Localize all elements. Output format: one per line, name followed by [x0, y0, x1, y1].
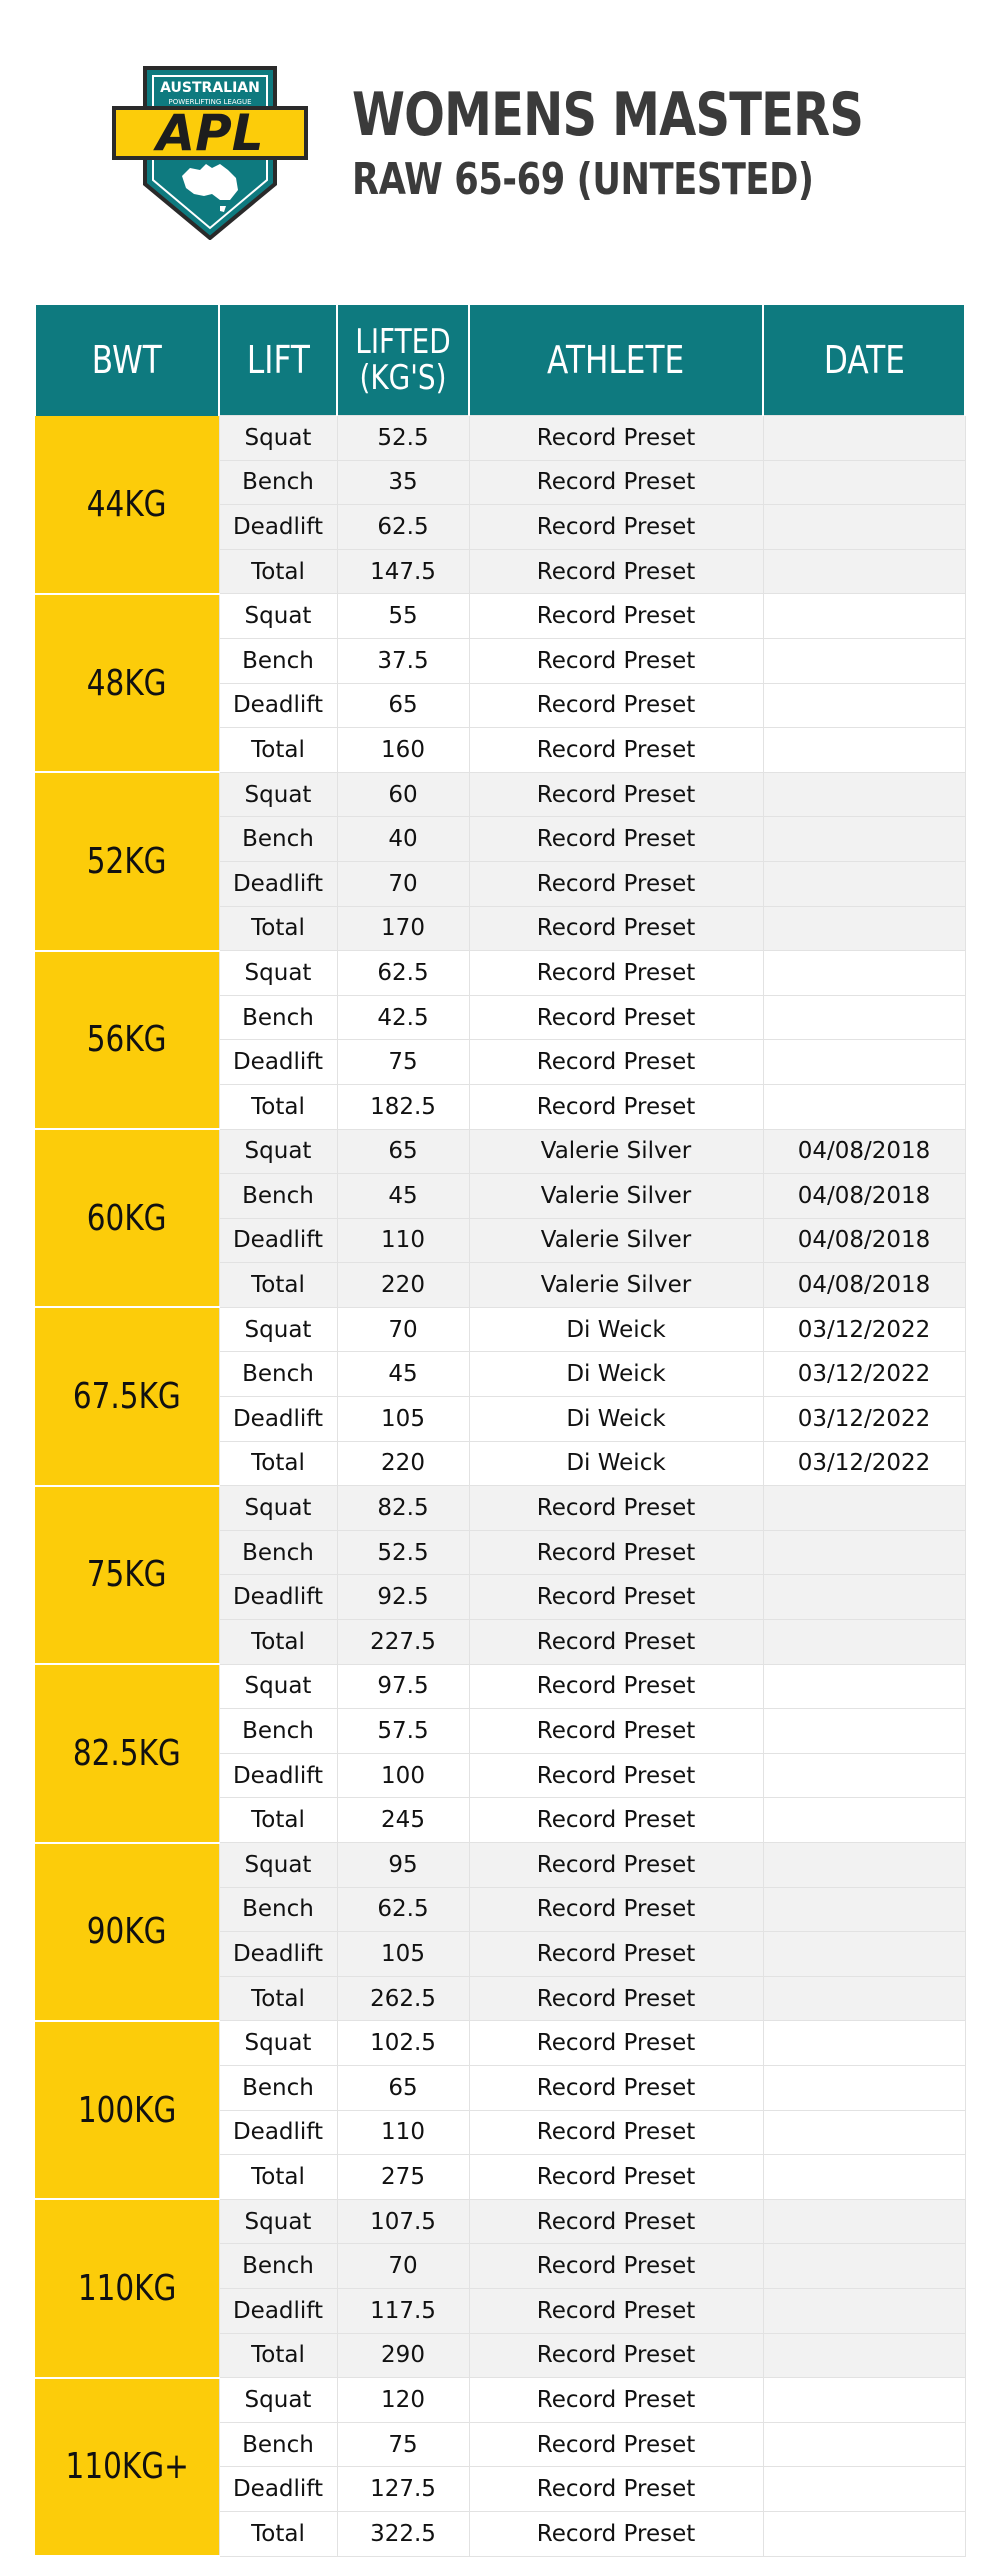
lift-cell: Total — [219, 1084, 337, 1129]
lifted-cell: 245 — [337, 1798, 469, 1843]
lift-cell: Deadlift — [219, 1218, 337, 1263]
athlete-cell: Record Preset — [469, 1084, 763, 1129]
athlete-cell: Record Preset — [469, 906, 763, 951]
table-row — [35, 1129, 965, 1174]
athlete-cell: Record Preset — [469, 2155, 763, 2200]
lift-cell: Deadlift — [219, 1753, 337, 1798]
lifted-cell: 262.5 — [337, 1976, 469, 2021]
lifted-cell: 227.5 — [337, 1620, 469, 1665]
lift-cell: Deadlift — [219, 861, 337, 906]
table-row — [35, 2021, 965, 2066]
lift-cell: Total — [219, 1263, 337, 1308]
lifted-cell: 95 — [337, 1843, 469, 1888]
lifted-cell: 70 — [337, 2244, 469, 2289]
date-cell — [763, 1040, 965, 1085]
date-cell — [763, 2065, 965, 2110]
athlete-cell: Record Preset — [469, 1932, 763, 1977]
lifted-cell: 97.5 — [337, 1664, 469, 1709]
lift-cell: Total — [219, 1441, 337, 1486]
lifted-cell: 40 — [337, 817, 469, 862]
col-header-date: DATE — [763, 305, 965, 416]
athlete-cell: Valerie Silver — [469, 1129, 763, 1174]
athlete-cell: Di Weick — [469, 1307, 763, 1352]
title-block — [352, 82, 991, 208]
date-cell — [763, 1530, 965, 1575]
athlete-cell: Record Preset — [469, 772, 763, 817]
athlete-cell: Record Preset — [469, 1664, 763, 1709]
date-cell: 04/08/2018 — [763, 1218, 965, 1263]
lifted-cell: 182.5 — [337, 1084, 469, 1129]
logo-mark: APL — [156, 104, 264, 162]
athlete-cell: Record Preset — [469, 1709, 763, 1754]
lift-cell: Bench — [219, 1887, 337, 1932]
lifted-cell: 105 — [337, 1932, 469, 1977]
athlete-cell: Record Preset — [469, 2333, 763, 2378]
athlete-cell: Record Preset — [469, 683, 763, 728]
athlete-cell: Record Preset — [469, 2244, 763, 2289]
date-cell — [763, 906, 965, 951]
lift-cell: Total — [219, 549, 337, 594]
date-cell — [763, 2110, 965, 2155]
lifted-cell: 290 — [337, 2333, 469, 2378]
date-cell — [763, 2288, 965, 2333]
lifted-cell: 107.5 — [337, 2199, 469, 2244]
date-cell — [763, 1084, 965, 1129]
date-cell — [763, 2333, 965, 2378]
lifted-cell: 65 — [337, 1129, 469, 1174]
table-row — [35, 416, 965, 461]
athlete-cell: Valerie Silver — [469, 1218, 763, 1263]
date-cell — [763, 817, 965, 862]
lift-cell: Total — [219, 1620, 337, 1665]
lift-cell: Squat — [219, 2021, 337, 2066]
col-header-lifted: LIFTED (KG'S) — [337, 305, 469, 416]
date-cell — [763, 2155, 965, 2200]
athlete-cell: Record Preset — [469, 995, 763, 1040]
lifted-cell: 75 — [337, 1040, 469, 1085]
lift-cell: Squat — [219, 2378, 337, 2423]
date-cell — [763, 2467, 965, 2512]
date-cell — [763, 728, 965, 773]
athlete-cell: Record Preset — [469, 1486, 763, 1531]
apl-logo — [112, 66, 308, 240]
logo-line1: AUSTRALIAN — [160, 80, 260, 96]
athlete-cell: Record Preset — [469, 594, 763, 639]
lift-cell: Bench — [219, 1174, 337, 1219]
table-row — [35, 772, 965, 817]
date-cell: 03/12/2022 — [763, 1397, 965, 1442]
athlete-cell: Record Preset — [469, 2199, 763, 2244]
lift-cell: Bench — [219, 1530, 337, 1575]
date-cell — [763, 1976, 965, 2021]
table-row — [35, 1486, 965, 1531]
lifted-cell: 45 — [337, 1174, 469, 1219]
lift-cell: Squat — [219, 2199, 337, 2244]
lift-cell: Bench — [219, 460, 337, 505]
lifted-cell: 60 — [337, 772, 469, 817]
date-cell — [763, 1843, 965, 1888]
lift-cell: Squat — [219, 1486, 337, 1531]
date-cell — [763, 861, 965, 906]
lifted-cell: 100 — [337, 1753, 469, 1798]
lift-cell: Total — [219, 1798, 337, 1843]
date-cell — [763, 1664, 965, 1709]
athlete-cell: Record Preset — [469, 460, 763, 505]
weight-class-cell: 110KG — [35, 2199, 219, 2377]
lifted-cell: 82.5 — [337, 1486, 469, 1531]
date-cell — [763, 1575, 965, 1620]
lifted-cell: 55 — [337, 594, 469, 639]
athlete-cell: Di Weick — [469, 1397, 763, 1442]
athlete-cell: Record Preset — [469, 2378, 763, 2423]
date-cell — [763, 2244, 965, 2289]
date-cell — [763, 1620, 965, 1665]
lifted-cell: 92.5 — [337, 1575, 469, 1620]
table-row — [35, 1664, 965, 1709]
athlete-cell: Record Preset — [469, 2110, 763, 2155]
lifted-cell: 275 — [337, 2155, 469, 2200]
date-cell — [763, 1798, 965, 1843]
lift-cell: Squat — [219, 416, 337, 461]
lift-cell: Deadlift — [219, 2467, 337, 2512]
lift-cell: Deadlift — [219, 2110, 337, 2155]
athlete-cell: Record Preset — [469, 2065, 763, 2110]
date-cell — [763, 549, 965, 594]
athlete-cell: Record Preset — [469, 951, 763, 996]
page-header — [0, 0, 998, 305]
date-cell — [763, 683, 965, 728]
athlete-cell: Record Preset — [469, 2422, 763, 2467]
col-header-athlete: ATHLETE — [469, 305, 763, 416]
lift-cell: Bench — [219, 2065, 337, 2110]
date-cell: 03/12/2022 — [763, 1441, 965, 1486]
date-cell — [763, 1753, 965, 1798]
athlete-cell: Record Preset — [469, 416, 763, 461]
lifted-cell: 62.5 — [337, 505, 469, 550]
date-cell — [763, 2422, 965, 2467]
lift-cell: Total — [219, 2511, 337, 2556]
lifted-cell: 220 — [337, 1441, 469, 1486]
lift-cell: Bench — [219, 2422, 337, 2467]
athlete-cell: Record Preset — [469, 2511, 763, 2556]
lifted-cell: 70 — [337, 1307, 469, 1352]
lift-cell: Deadlift — [219, 1932, 337, 1977]
table-row — [35, 2199, 965, 2244]
athlete-cell: Record Preset — [469, 817, 763, 862]
weight-class-cell: 75KG — [35, 1486, 219, 1664]
date-cell — [763, 460, 965, 505]
weight-class-cell: 110KG+ — [35, 2378, 219, 2556]
date-cell: 04/08/2018 — [763, 1174, 965, 1219]
lifted-cell: 65 — [337, 2065, 469, 2110]
date-cell — [763, 594, 965, 639]
date-cell — [763, 1887, 965, 1932]
athlete-cell: Di Weick — [469, 1352, 763, 1397]
col-header-bwt: BWT — [35, 305, 219, 416]
date-cell — [763, 2378, 965, 2423]
date-cell — [763, 995, 965, 1040]
date-cell — [763, 2199, 965, 2244]
lift-cell: Squat — [219, 1129, 337, 1174]
weight-class-cell: 90KG — [35, 1843, 219, 2021]
lifted-cell: 62.5 — [337, 951, 469, 996]
athlete-cell: Record Preset — [469, 505, 763, 550]
weight-class-cell: 56KG — [35, 951, 219, 1129]
weight-class-cell: 52KG — [35, 772, 219, 950]
lifted-cell: 42.5 — [337, 995, 469, 1040]
col-header-lift: LIFT — [219, 305, 337, 416]
athlete-cell: Record Preset — [469, 2021, 763, 2066]
lift-cell: Deadlift — [219, 1575, 337, 1620]
weight-class-cell: 100KG — [35, 2021, 219, 2199]
lift-cell: Deadlift — [219, 505, 337, 550]
lift-cell: Total — [219, 1976, 337, 2021]
weight-class-cell: 48KG — [35, 594, 219, 772]
lifted-cell: 52.5 — [337, 1530, 469, 1575]
lifted-cell: 52.5 — [337, 416, 469, 461]
table-row — [35, 1307, 965, 1352]
lift-cell: Total — [219, 2155, 337, 2200]
athlete-cell: Record Preset — [469, 1575, 763, 1620]
lifted-cell: 170 — [337, 906, 469, 951]
date-cell: 04/08/2018 — [763, 1263, 965, 1308]
athlete-cell: Record Preset — [469, 549, 763, 594]
athlete-cell: Record Preset — [469, 2288, 763, 2333]
lifted-cell: 110 — [337, 1218, 469, 1263]
records-body — [35, 416, 965, 2557]
lifted-cell: 65 — [337, 683, 469, 728]
athlete-cell: Record Preset — [469, 1753, 763, 1798]
logo-line2: POWERLIFTING LEAGUE — [168, 98, 252, 106]
lifted-cell: 322.5 — [337, 2511, 469, 2556]
lift-cell: Deadlift — [219, 1397, 337, 1442]
lifted-cell: 102.5 — [337, 2021, 469, 2066]
date-cell — [763, 1932, 965, 1977]
table-header-row — [35, 305, 965, 416]
lifted-cell: 117.5 — [337, 2288, 469, 2333]
lifted-cell: 37.5 — [337, 638, 469, 683]
table-row — [35, 1843, 965, 1888]
athlete-cell: Record Preset — [469, 1976, 763, 2021]
date-cell — [763, 638, 965, 683]
lifted-cell: 120 — [337, 2378, 469, 2423]
lift-cell: Deadlift — [219, 683, 337, 728]
athlete-cell: Record Preset — [469, 1040, 763, 1085]
lift-cell: Bench — [219, 1709, 337, 1754]
athlete-cell: Valerie Silver — [469, 1174, 763, 1219]
lift-cell: Total — [219, 728, 337, 773]
athlete-cell: Record Preset — [469, 1887, 763, 1932]
lift-cell: Squat — [219, 951, 337, 996]
date-cell — [763, 2021, 965, 2066]
weight-class-cell: 44KG — [35, 416, 219, 594]
lifted-cell: 57.5 — [337, 1709, 469, 1754]
lifted-cell: 220 — [337, 1263, 469, 1308]
athlete-cell: Record Preset — [469, 1798, 763, 1843]
weight-class-cell: 82.5KG — [35, 1664, 219, 1842]
table-row — [35, 951, 965, 996]
athlete-cell: Record Preset — [469, 1620, 763, 1665]
lift-cell: Total — [219, 2333, 337, 2378]
athlete-cell: Record Preset — [469, 861, 763, 906]
athlete-cell: Record Preset — [469, 728, 763, 773]
lift-cell: Squat — [219, 1843, 337, 1888]
lift-cell: Bench — [219, 638, 337, 683]
page-subtitle: RAW 65-69 (UNTESTED) — [352, 154, 814, 205]
date-cell — [763, 951, 965, 996]
lift-cell: Bench — [219, 817, 337, 862]
athlete-cell: Record Preset — [469, 1530, 763, 1575]
table-row — [35, 594, 965, 639]
lifted-cell: 62.5 — [337, 1887, 469, 1932]
lift-cell: Deadlift — [219, 1040, 337, 1085]
lifted-cell: 45 — [337, 1352, 469, 1397]
lifted-cell: 147.5 — [337, 549, 469, 594]
lift-cell: Bench — [219, 2244, 337, 2289]
lift-cell: Squat — [219, 1664, 337, 1709]
lifted-cell: 70 — [337, 861, 469, 906]
athlete-cell: Record Preset — [469, 2467, 763, 2512]
lift-cell: Squat — [219, 772, 337, 817]
lift-cell: Bench — [219, 1352, 337, 1397]
table-row — [35, 2378, 965, 2423]
lift-cell: Squat — [219, 594, 337, 639]
lift-cell: Bench — [219, 995, 337, 1040]
date-cell: 03/12/2022 — [763, 1352, 965, 1397]
date-cell — [763, 505, 965, 550]
date-cell: 04/08/2018 — [763, 1129, 965, 1174]
date-cell: 03/12/2022 — [763, 1307, 965, 1352]
weight-class-cell: 60KG — [35, 1129, 219, 1307]
lifted-cell: 127.5 — [337, 2467, 469, 2512]
date-cell — [763, 1486, 965, 1531]
weight-class-cell: 67.5KG — [35, 1307, 219, 1485]
date-cell — [763, 1709, 965, 1754]
lift-cell: Deadlift — [219, 2288, 337, 2333]
athlete-cell: Record Preset — [469, 1843, 763, 1888]
lifted-cell: 35 — [337, 460, 469, 505]
lift-cell: Squat — [219, 1307, 337, 1352]
records-table — [34, 305, 966, 2557]
date-cell — [763, 772, 965, 817]
lift-cell: Total — [219, 906, 337, 951]
athlete-cell: Record Preset — [469, 638, 763, 683]
lifted-cell: 110 — [337, 2110, 469, 2155]
athlete-cell: Di Weick — [469, 1441, 763, 1486]
date-cell — [763, 2511, 965, 2556]
athlete-cell: Valerie Silver — [469, 1263, 763, 1308]
lifted-cell: 160 — [337, 728, 469, 773]
date-cell — [763, 416, 965, 461]
page-title: WOMENS MASTERS — [352, 80, 864, 150]
lifted-cell: 75 — [337, 2422, 469, 2467]
lifted-cell: 105 — [337, 1397, 469, 1442]
